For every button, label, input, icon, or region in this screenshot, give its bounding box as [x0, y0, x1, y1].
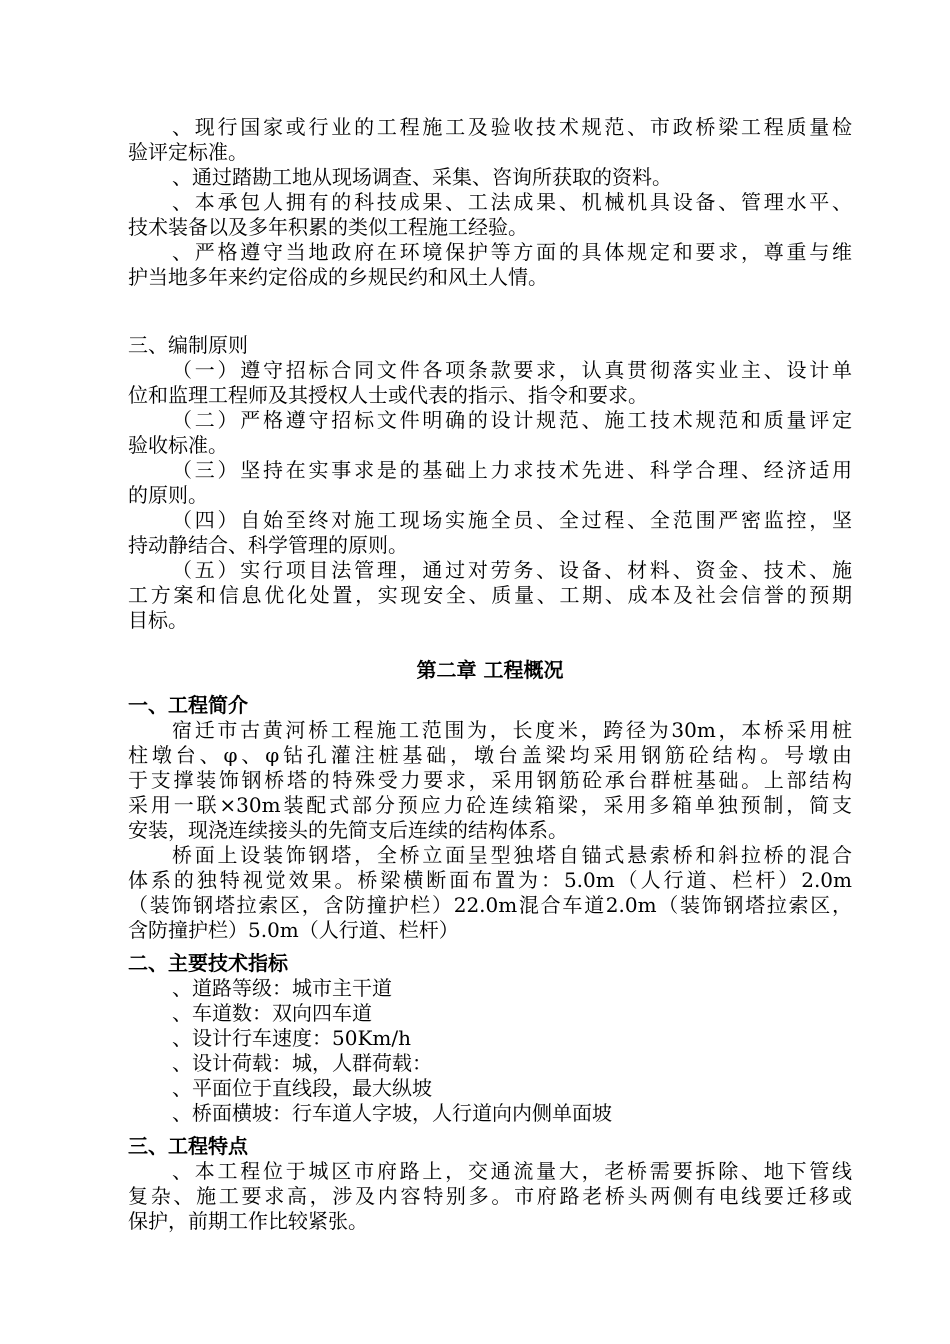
features-line-1: 、本工程位于城区市府路上，交通流量大，老桥需要拆除、地下管线 [172, 1159, 852, 1183]
principle-2-line-1: （二）严格遵守招标文件明确的设计规范、施工技术规范和质量评定 [172, 408, 852, 432]
basis-item-3-line-2: 技术装备以及多年积累的类似工程施工经验。 [128, 215, 528, 239]
intro-line-7: 体系的独特视觉效果。桥梁横断面布置为：5.0m（人行道、栏杆）2.0m [128, 868, 852, 892]
principle-5-line-1: （五）实行项目法管理，通过对劳务、设备、材料、资金、技术、施 [172, 558, 852, 582]
basis-item-3-line-1: 、本承包人拥有的科技成果、工法成果、机械机具设备、管理水平、 [172, 190, 852, 214]
intro-line-4: 采用一联×30m装配式部分预应力砼连续箱梁，采用多箱单独预制，简支 [128, 793, 852, 817]
intro-line-5: 安装，现浇连续接头的先简支后连续的结构体系。 [128, 818, 568, 842]
principle-1-line-2: 位和监理工程师及其授权人士或代表的指示、指令和要求。 [128, 383, 648, 407]
intro-line-1: 宿迁市古黄河桥工程施工范围为，长度米，跨径为30m，本桥采用桩 [172, 718, 852, 742]
intro-line-3: 于支撑装饰钢桥塔的特殊受力要求，采用钢筋砼承台群桩基础。上部结构 [128, 768, 852, 792]
principle-4-line-1: （四）自始至终对施工现场实施全员、全过程、全范围严密监控，坚 [172, 508, 852, 532]
principle-2-line-2: 验收标准。 [128, 433, 228, 457]
principle-3-line-1: （三）坚持在实事求是的基础上力求技术先进、科学合理、经济适用 [172, 458, 852, 482]
features-line-2: 复杂、施工要求高，涉及内容特别多。市府路老桥头两侧有电线要迁移或 [128, 1184, 852, 1208]
principle-5-line-3: 目标。 [128, 608, 188, 632]
basis-item-2: 、通过踏勘工地从现场调查、采集、咨询所获取的资料。 [172, 165, 672, 189]
spec-item-1: 、道路等级：城市主干道 [172, 976, 392, 1000]
intro-line-2: 柱墩台、φ、φ钻孔灌注桩基础，墩台盖梁均采用钢筋砼结构。号墩由 [128, 743, 852, 767]
features-heading: 三、工程特点 [128, 1134, 248, 1158]
chapter-title: 第二章 工程概况 [416, 658, 564, 682]
intro-heading: 一、工程简介 [128, 693, 248, 717]
spec-item-3: 、设计行车速度：50Km/h [172, 1026, 411, 1050]
spec-item-5: 、平面位于直线段，最大纵坡 [172, 1076, 432, 1100]
principle-5-line-2: 工方案和信息优化处置，实现安全、质量、工期、成本及社会信誉的预期 [128, 583, 852, 607]
spec-item-4: 、设计荷载：城，人群荷载： [172, 1051, 432, 1075]
spec-item-2: 、车道数：双向四车道 [172, 1001, 372, 1025]
intro-line-8: （装饰钢塔拉索区，含防撞护栏）22.0m混合车道2.0m（装饰钢塔拉索区， [128, 893, 852, 917]
basis-item-1-line-2: 验评定标准。 [128, 140, 248, 164]
basis-item-1-line-1: 、现行国家或行业的工程施工及验收技术规范、市政桥梁工程质量检 [172, 115, 852, 139]
principle-4-line-2: 持动静结合、科学管理的原则。 [128, 533, 408, 557]
specs-heading: 二、主要技术指标 [128, 951, 288, 975]
principles-heading: 三、编制原则 [128, 333, 248, 357]
features-line-3: 保护，前期工作比较紧张。 [128, 1209, 368, 1233]
principle-1-line-1: （一）遵守招标合同文件各项条款要求，认真贯彻落实业主、设计单 [172, 358, 852, 382]
principle-3-line-2: 的原则。 [128, 483, 208, 507]
intro-line-6: 桥面上设装饰钢塔，全桥立面呈型独塔自锚式悬索桥和斜拉桥的混合 [172, 843, 852, 867]
spec-item-6: 、桥面横坡：行车道人字坡，人行道向内侧单面坡 [172, 1101, 612, 1125]
intro-line-9: 含防撞护栏）5.0m（人行道、栏杆） [128, 918, 459, 942]
basis-item-4-line-2: 护当地多年来约定俗成的乡规民约和风土人情。 [128, 265, 548, 289]
basis-item-4-line-1: 、严格遵守当地政府在环境保护等方面的具体规定和要求，尊重与维 [172, 240, 852, 264]
